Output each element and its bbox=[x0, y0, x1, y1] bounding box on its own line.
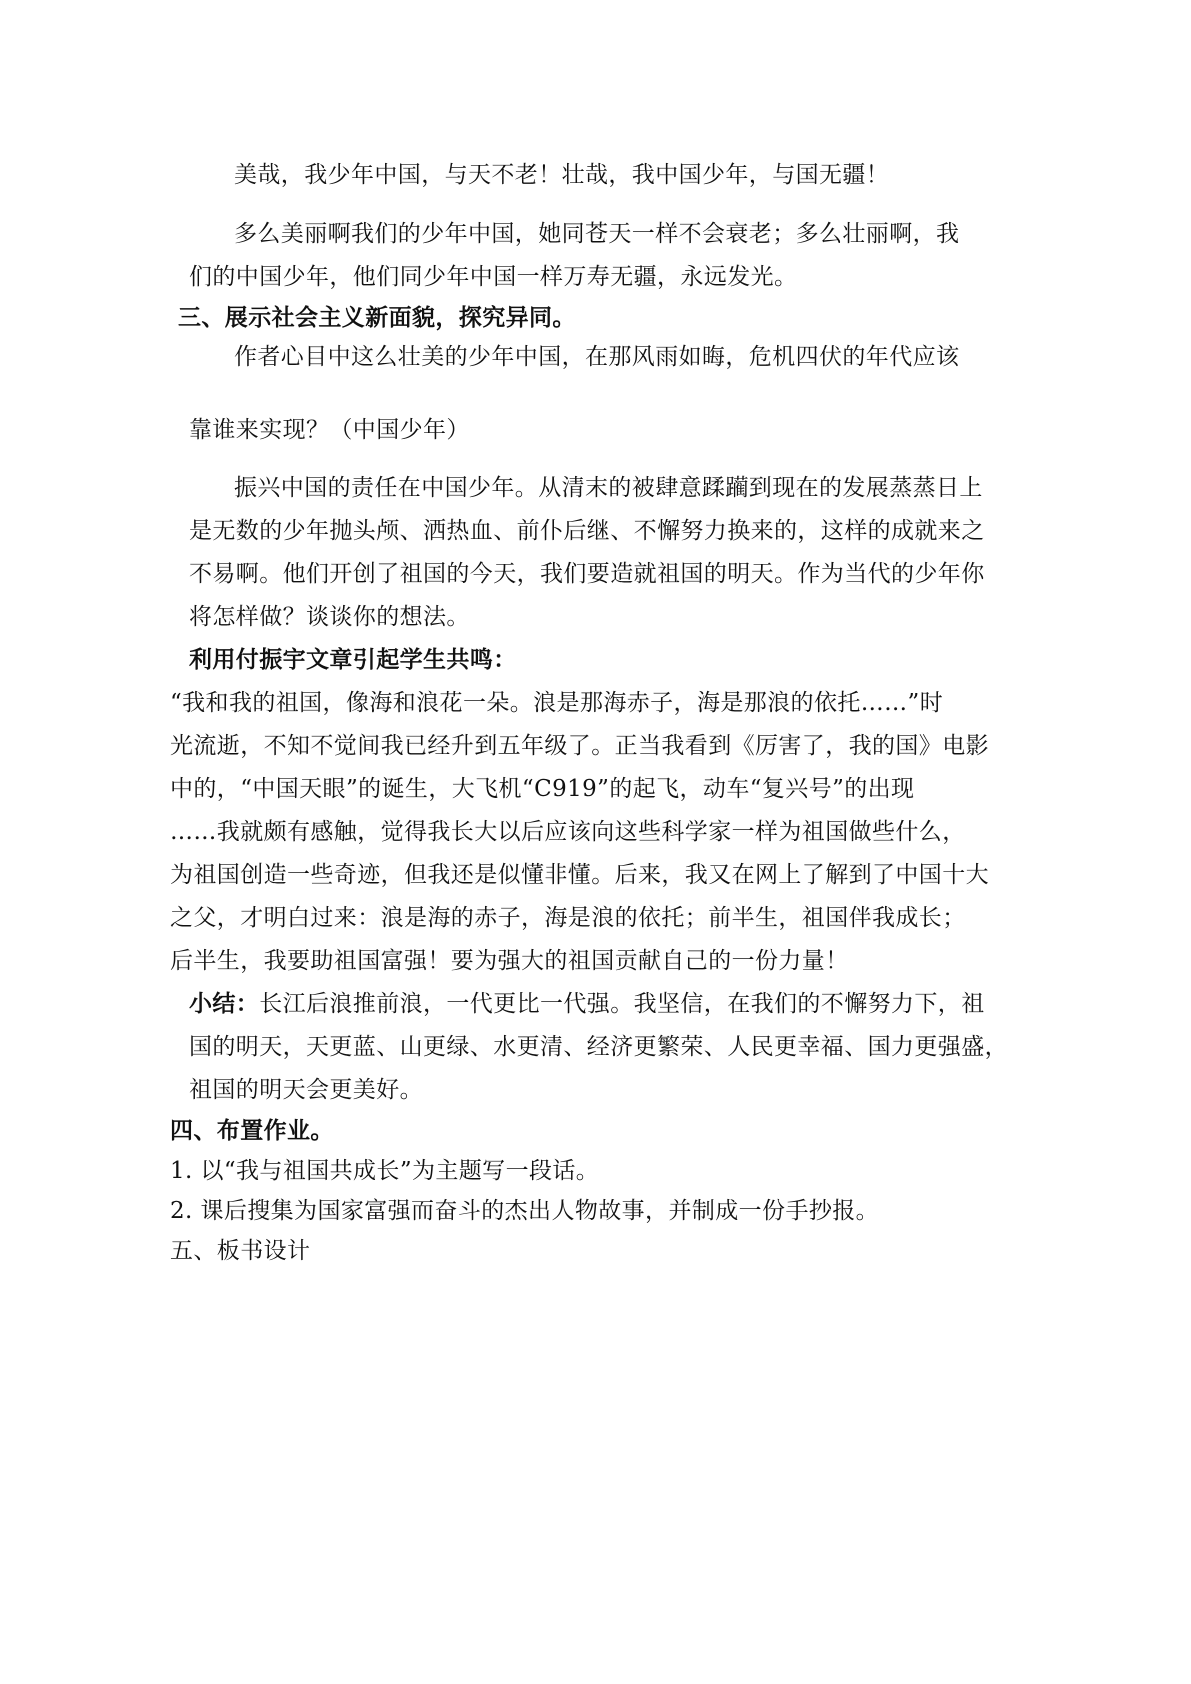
sub-heading: 利用付振宇文章引起学生共鸣： bbox=[189, 646, 517, 673]
question-line-1: 作者心目中这么壮美的少年中国，在那风雨如晦，危机四伏的年代应该 bbox=[234, 344, 960, 370]
question-line-2 bbox=[189, 415, 470, 445]
question-text: 靠谁来实现？ bbox=[189, 417, 330, 443]
homework-item-1: 1. 以“我与祖国共成长”为主题写一段话。 bbox=[170, 1158, 600, 1184]
summary-line-3: 祖国的明天会更美好。 bbox=[189, 1077, 423, 1103]
summary-label: 小结： bbox=[189, 990, 260, 1017]
essay-line-6: 之父，才明白过来：浪是海的赤子，海是浪的依托；前半生，祖国伴我成长； bbox=[170, 905, 966, 931]
summary-text: 长江后浪推前浪，一代更比一代强。我坚信，在我们的不懈努力下，祖 bbox=[259, 991, 985, 1017]
paragraph-line-3: 不易啊。他们开创了祖国的今天，我们要造就祖国的明天。作为当代的少年你 bbox=[189, 561, 985, 587]
summary-line-2: 国的明天，天更蓝、山更绿、水更清、经济更繁荣、人民更幸福、国力更强盛， bbox=[189, 1034, 1008, 1060]
section-4-heading: 四、布置作业。 bbox=[170, 1117, 334, 1144]
essay-line-3: 中的，“中国天眼”的诞生，大飞机“C919”的起飞，动车“复兴号”的出现 bbox=[170, 776, 915, 802]
paragraph-line-4: 将怎样做？谈谈你的想法。 bbox=[189, 604, 470, 630]
summary-line-1 bbox=[189, 989, 985, 1019]
section-3-heading: 三、展示社会主义新面貌，探究异同。 bbox=[178, 304, 576, 331]
essay-line-5: 为祖国创造一些奇迹，但我还是似懂非懂。后来，我又在网上了解到了中国十大 bbox=[170, 862, 989, 888]
paragraph-line-2: 是无数的少年抛头颅、洒热血、前仆后继、不懈努力换来的，这样的成就来之 bbox=[189, 518, 985, 544]
essay-line-2: 光流逝，不知不觉间我已经升到五年级了。正当我看到《厉害了，我的国》电影 bbox=[170, 733, 989, 759]
essay-line-7: 后半生，我要助祖国富强！要为强大的祖国贡献自己的一份力量！ bbox=[170, 948, 849, 974]
essay-line-4: ……我就颇有感触，觉得我长大以后应该向这些科学家一样为祖国做些什么， bbox=[170, 819, 966, 845]
homework-item-2: 2. 课后搜集为国家富强而奋斗的杰出人物故事，并制成一份手抄报。 bbox=[170, 1198, 880, 1224]
classical-quote-line: 美哉，我少年中国，与天不老！壮哉，我中国少年，与国无疆！ bbox=[234, 162, 890, 188]
essay-line-1: “我和我的祖国，像海和浪花一朵。浪是那海赤子，海是那浪的依托……”时 bbox=[170, 690, 944, 716]
question-answer: （中国少年） bbox=[329, 417, 470, 443]
translation-line-2: 们的中国少年，他们同少年中国一样万寿无疆，永远发光。 bbox=[189, 264, 798, 290]
translation-line-1: 多么美丽啊我们的少年中国，她同苍天一样不会衰老；多么壮丽啊，我 bbox=[234, 221, 960, 247]
paragraph-line-1: 振兴中国的责任在中国少年。从清末的被肆意蹂躏到现在的发展蒸蒸日上 bbox=[234, 475, 983, 501]
section-5-heading: 五、板书设计 bbox=[170, 1238, 311, 1264]
